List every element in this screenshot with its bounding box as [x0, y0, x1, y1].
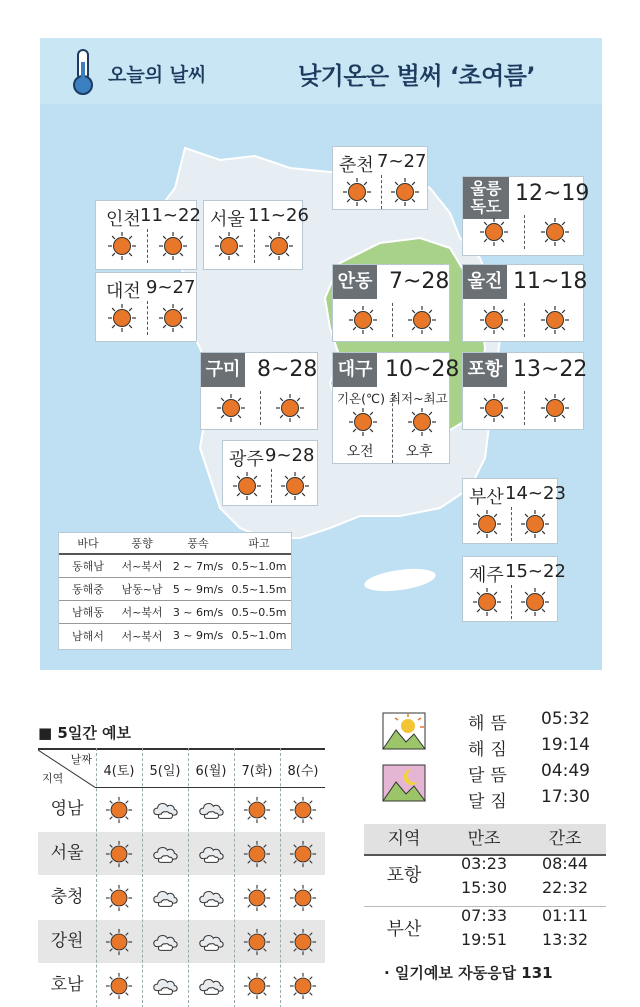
- cloud-icon: [197, 972, 225, 1000]
- sun-icon: [105, 972, 133, 1000]
- header-title: 오늘의 날씨: [108, 64, 207, 86]
- city-name: 광주: [229, 449, 264, 470]
- forecast-column-divider: [142, 748, 143, 1007]
- sea-header-row: [59, 533, 291, 555]
- city-name: 부산: [469, 487, 504, 508]
- sea-row: [59, 624, 291, 647]
- sunset-label: 해짐: [468, 740, 513, 760]
- sea-cell: 0.5~0.5m: [231, 605, 287, 619]
- sunrise-icon: [382, 712, 426, 750]
- am-pm-divider: [147, 301, 148, 335]
- am-pm-divider: [511, 507, 512, 541]
- sun-icon: [289, 884, 317, 912]
- sea-cell: 5 ~ 9m/s: [172, 582, 224, 596]
- city-temp: 7~28: [389, 269, 450, 294]
- corner-top-label: 날짜: [70, 753, 92, 766]
- city-name: 제주: [469, 565, 504, 586]
- moonrise-time: 04:49: [541, 761, 590, 781]
- forecast-region: 호남: [50, 975, 84, 995]
- thermometer-icon: [70, 48, 96, 96]
- cloud-icon: [151, 840, 179, 868]
- city-name-tag: 안동: [333, 265, 377, 299]
- city-card-gumi: [200, 352, 318, 430]
- sun-icon: [105, 796, 133, 824]
- am-pm-divider: [147, 229, 148, 263]
- city-name: 춘천: [339, 155, 374, 176]
- city-card-andong: [332, 264, 450, 342]
- headline: 낮기온은 벌써 ‘초여름’: [298, 62, 536, 90]
- city-temp: 11~26: [248, 205, 309, 226]
- forecast-region: 서울: [50, 843, 84, 863]
- sea-cell: 동해중: [72, 583, 104, 596]
- tide-high-2: 19:51: [460, 930, 508, 949]
- am-pm-divider: [392, 303, 393, 337]
- sea-row: [59, 601, 291, 624]
- moonrise-icon: [382, 764, 426, 802]
- forecast-day: 5(일): [149, 764, 181, 779]
- city-card-pohang: [462, 352, 588, 430]
- forecast-column-divider: [280, 748, 281, 1007]
- tide-high-1: 03:23: [460, 854, 508, 873]
- forecast-column-divider: [96, 748, 97, 1007]
- forecast-region: 영남: [50, 799, 84, 819]
- sea-header-cell: 바다: [77, 537, 99, 550]
- sun-icon: [289, 972, 317, 1000]
- city-card-ulleung: [462, 176, 590, 256]
- forecast-column-divider: [188, 748, 189, 1007]
- sunrise-time: 05:32: [541, 709, 590, 729]
- city-temp: 12~19: [515, 181, 590, 206]
- sun-icon: [105, 928, 133, 956]
- sun-icon: [479, 305, 509, 335]
- sun-icon: [472, 509, 502, 539]
- sun-icon: [348, 305, 378, 335]
- sun-icon: [243, 840, 271, 868]
- city-card-seoul: [203, 200, 309, 270]
- forecast-row: [38, 832, 325, 875]
- sun-icon: [232, 471, 262, 501]
- city-name-tag: 울진: [463, 265, 507, 299]
- sea-cell: 남해서: [72, 629, 104, 643]
- sun-icon: [479, 217, 509, 247]
- tide-low-1: 08:44: [541, 854, 589, 873]
- city-name: 인천: [106, 209, 141, 230]
- sun-icon: [407, 305, 437, 335]
- sea-row: [59, 555, 291, 578]
- tide-header-high: 만조: [444, 824, 524, 854]
- sun-icon: [479, 393, 509, 423]
- forecast-region: 충청: [50, 887, 84, 907]
- forecast-day: 6(월): [195, 764, 227, 779]
- city-temp: 11~22: [140, 205, 201, 226]
- city-temp: 13~22: [513, 357, 588, 382]
- am-pm-divider: [524, 391, 525, 425]
- city-temp: 9~27: [146, 277, 196, 298]
- moonrise-label: 달뜸: [468, 766, 513, 786]
- city-temp: 9~28: [265, 445, 315, 466]
- forecast-day: 7(화): [241, 764, 273, 779]
- legend-am: 오전: [346, 444, 374, 460]
- cloud-icon: [197, 796, 225, 824]
- sun-icon: [107, 303, 137, 333]
- legend-description: 기온(℃) 최저~최고: [337, 391, 448, 406]
- sea-header-cell: 풍속: [187, 537, 209, 550]
- city-name-tag: 울릉 독도: [463, 177, 509, 219]
- moonset-label: 달짐: [468, 792, 513, 812]
- sun-icon: [472, 587, 502, 617]
- cloud-icon: [151, 796, 179, 824]
- cloud-icon: [197, 928, 225, 956]
- sun-icon: [390, 177, 420, 207]
- sun-icon: [158, 231, 188, 261]
- am-pm-divider: [511, 585, 512, 619]
- sea-cell: 0.5~1.0m: [231, 559, 287, 573]
- corner-bottom-label: 지역: [42, 772, 64, 785]
- moonset-time: 17:30: [541, 787, 590, 807]
- sun-icon: [342, 177, 372, 207]
- tide-region: 포항: [386, 865, 422, 886]
- city-name-tag: 구미: [201, 353, 245, 387]
- forecast-day: 4(토): [103, 764, 135, 779]
- tide-region: 부산: [386, 919, 422, 940]
- cloud-icon: [151, 884, 179, 912]
- tide-header-low: 간조: [524, 824, 606, 854]
- tide-low-1: 01:11: [541, 906, 589, 925]
- forecast-column-divider: [234, 748, 235, 1007]
- sea-cell: 3 ~ 6m/s: [172, 605, 224, 619]
- city-card-chuncheon: [332, 146, 428, 210]
- forecast-day: 8(수): [287, 764, 319, 779]
- sun-icon: [540, 217, 570, 247]
- am-pm-divider: [271, 469, 272, 503]
- sun-icon: [214, 231, 244, 261]
- sun-icon: [540, 305, 570, 335]
- sea-header-cell: 풍향: [131, 537, 153, 550]
- cloud-icon: [151, 972, 179, 1000]
- sea-conditions-table: [58, 532, 292, 650]
- forecast-row: [38, 964, 325, 1007]
- sea-cell: 남동~남: [121, 583, 163, 596]
- forecast-title: ■ 5일간 예보: [38, 724, 132, 742]
- sun-icon: [280, 471, 310, 501]
- city-card-uljin: [462, 264, 588, 342]
- am-pm-divider: [254, 229, 255, 263]
- forecast-corner: [38, 750, 96, 788]
- sea-cell: 남해동: [72, 606, 104, 619]
- sun-icon: [107, 231, 137, 261]
- am-pm-divider: [260, 391, 261, 425]
- sun-icon: [243, 928, 271, 956]
- city-temp: 14~23: [505, 483, 566, 504]
- city-temp: 15~22: [505, 561, 566, 582]
- sun-icon: [520, 587, 550, 617]
- sun-icon: [407, 407, 437, 437]
- sun-icon: [289, 840, 317, 868]
- city-temp: 11~18: [513, 269, 588, 294]
- city-temp: 10~28: [385, 357, 460, 382]
- tide-low-2: 22:32: [541, 878, 589, 897]
- cloud-icon: [197, 840, 225, 868]
- sea-cell: 3 ~ 9m/s: [172, 629, 224, 642]
- city-name-tag: 대구: [333, 353, 377, 387]
- city-card-busan: [462, 478, 566, 544]
- sun-icon: [243, 796, 271, 824]
- sea-cell: 서~북서: [121, 560, 163, 573]
- city-card-incheon: [95, 200, 201, 270]
- sun-icon: [216, 393, 246, 423]
- sea-cell: 0.5~1.0m: [231, 629, 287, 642]
- forecast-region: 강원: [50, 931, 84, 951]
- sunset-time: 19:14: [541, 735, 590, 755]
- city-card-gwangju: [222, 440, 318, 506]
- sea-header-cell: 파고: [248, 537, 270, 550]
- am-pm-divider: [524, 303, 525, 337]
- sun-icon: [289, 928, 317, 956]
- sun-icon: [540, 393, 570, 423]
- cloud-icon: [151, 928, 179, 956]
- sun-icon: [264, 231, 294, 261]
- header: [40, 38, 602, 104]
- forecast-row: [38, 788, 325, 831]
- sun-icon: [243, 972, 271, 1000]
- am-pm-divider: [381, 175, 382, 209]
- sun-icon: [105, 884, 133, 912]
- sun-icon: [289, 796, 317, 824]
- sea-cell: 동해남: [72, 560, 104, 573]
- sea-cell: 0.5~1.5m: [231, 582, 287, 596]
- city-temp: 7~27: [377, 151, 427, 172]
- tide-high-2: 15:30: [460, 878, 508, 897]
- sun-icon: [520, 509, 550, 539]
- city-temp: 8~28: [257, 357, 318, 382]
- city-card-daegu: [332, 352, 460, 464]
- hotline-text: · 일기예보 자동응답 131: [384, 964, 553, 982]
- tide-high-1: 07:33: [460, 906, 508, 925]
- sun-icon: [158, 303, 188, 333]
- am-pm-divider: [524, 215, 525, 249]
- sun-icon: [243, 884, 271, 912]
- tide-low-2: 13:32: [541, 930, 589, 949]
- tide-header-region: 지역: [364, 824, 444, 854]
- sea-cell: 2 ~ 7m/s: [172, 559, 224, 573]
- city-name-tag: 포항: [463, 353, 507, 387]
- forecast-row: [38, 876, 325, 919]
- sea-cell: 서~북서: [121, 606, 163, 619]
- forecast-row: [38, 920, 325, 963]
- city-name: 서울: [210, 209, 245, 230]
- city-name: 대전: [106, 281, 141, 302]
- sun-icon: [105, 840, 133, 868]
- legend-pm: 오후: [405, 444, 433, 460]
- sea-cell: 서~북서: [121, 629, 163, 643]
- city-card-daejeon: [95, 272, 197, 342]
- sea-row: [59, 578, 291, 601]
- sunrise-label: 해뜸: [468, 714, 513, 734]
- sun-icon: [275, 393, 305, 423]
- city-card-jeju: [462, 556, 566, 622]
- cloud-icon: [197, 884, 225, 912]
- forecast-header-row: [38, 748, 325, 788]
- sun-icon: [348, 407, 378, 437]
